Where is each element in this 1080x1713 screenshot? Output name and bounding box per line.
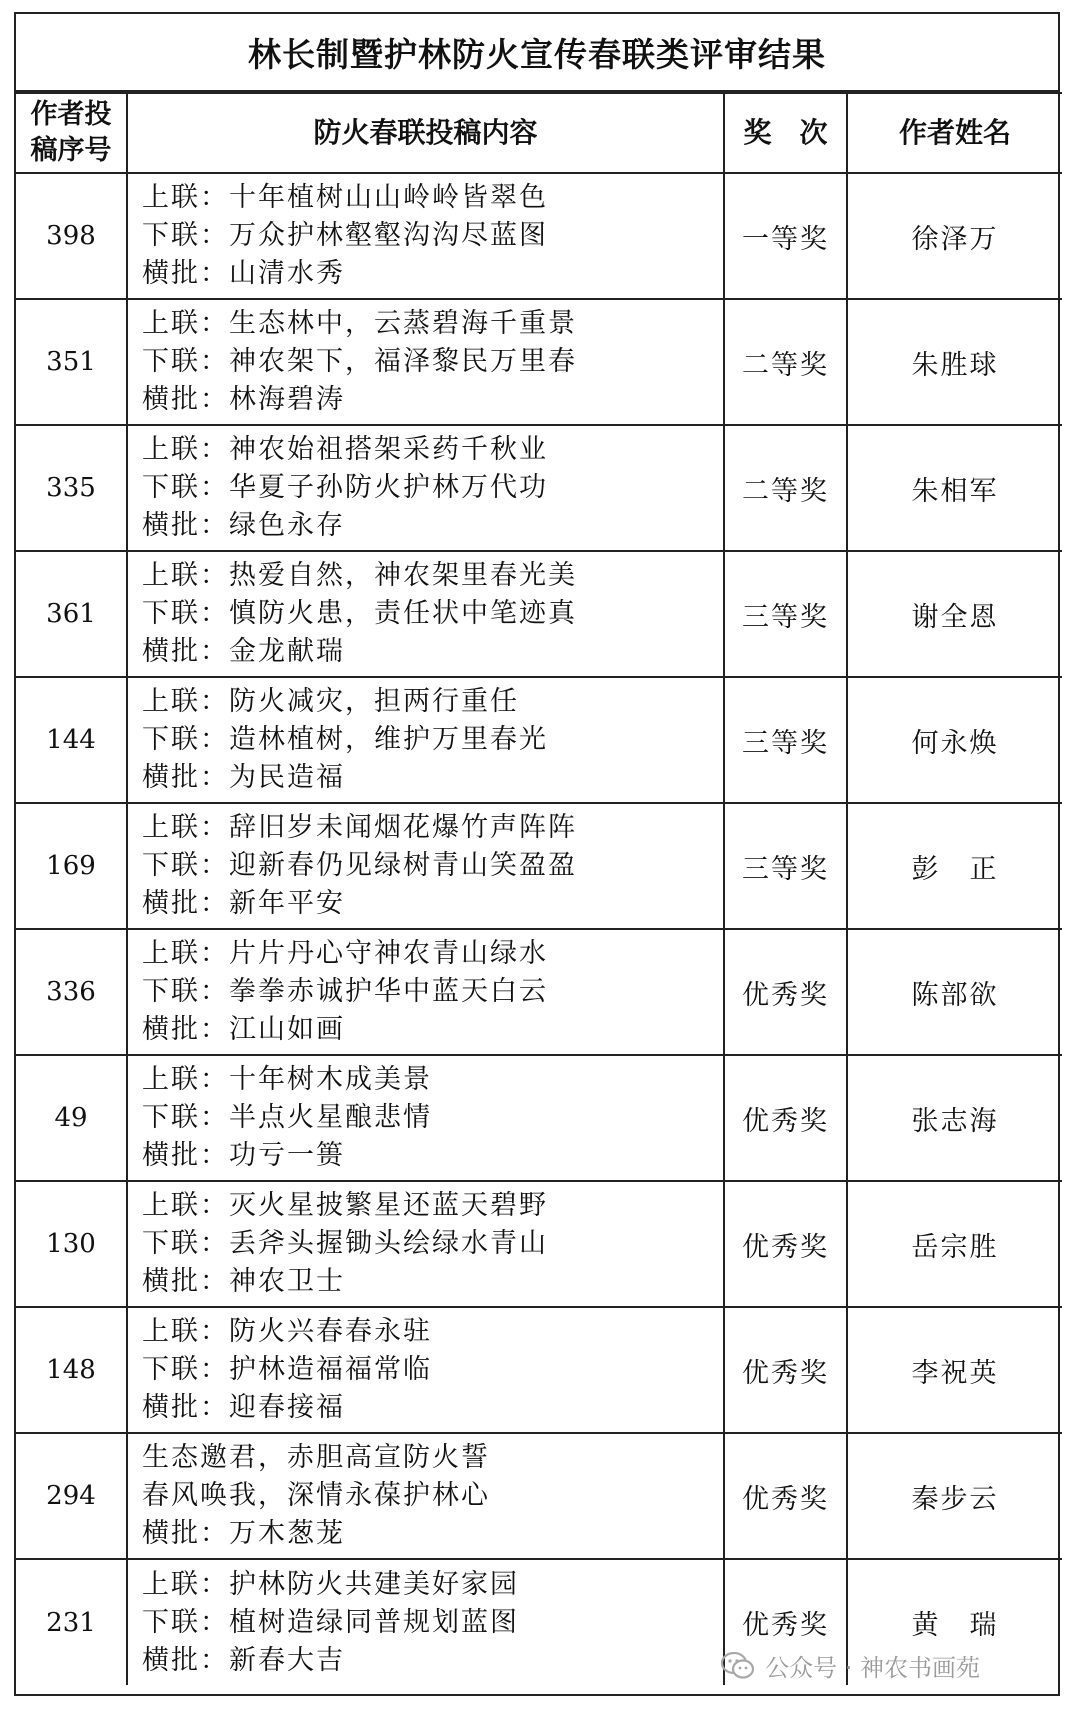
submission-id: 49 [16, 1055, 127, 1181]
couplet-line: 上联：热爱自然，神农架里春光美 [142, 560, 577, 591]
couplet-line: 下联：迎新春仍见绿树青山笑盈盈 [142, 850, 577, 881]
couplet-line: 横批：新春大吉 [142, 1644, 345, 1676]
couplet-line: 横批：新年平安 [142, 888, 345, 919]
submission-id: 294 [16, 1433, 127, 1559]
couplet-line: 上联：灭火星披繁星还蓝天碧野 [142, 1190, 548, 1221]
couplet-line: 下联：拳拳赤诚护华中蓝天白云 [142, 976, 548, 1007]
table-row [16, 425, 1062, 551]
submission-id: 398 [16, 173, 127, 299]
award-level: 三等奖 [724, 803, 847, 929]
table-row [16, 299, 1062, 425]
submission-id: 144 [16, 677, 127, 803]
submission-id: 169 [16, 803, 127, 929]
submission-id: 335 [16, 425, 127, 551]
award-level: 优秀奖 [724, 1433, 847, 1559]
watermark [721, 1648, 980, 1683]
author-name: 张志海 [847, 1055, 1062, 1181]
couplet-line: 上联：十年植树山山岭岭皆翠色 [142, 182, 548, 213]
author-name: 彭 正 [847, 803, 1062, 929]
author-name: 朱胜球 [847, 299, 1062, 425]
couplet-line: 下联：护林造福福常临 [142, 1354, 432, 1385]
couplet-content [127, 1559, 724, 1685]
author-name: 陈部欲 [847, 929, 1062, 1055]
award-level: 优秀奖 [724, 1559, 847, 1685]
couplet-line: 上联：片片丹心守神农青山绿水 [142, 938, 548, 969]
couplet-line: 下联：半点火星酿悲情 [142, 1102, 432, 1133]
couplet-line: 上联：辞旧岁未闻烟花爆竹声阵阵 [142, 812, 577, 843]
couplet-content [127, 1433, 724, 1559]
table-row [16, 929, 1062, 1055]
header-submission-id [16, 93, 127, 173]
award-level: 三等奖 [724, 551, 847, 677]
header-submission-id-text: 作者投 稿序号 [30, 99, 112, 166]
award-level: 优秀奖 [724, 929, 847, 1055]
couplet-line: 横批：迎春接福 [142, 1392, 345, 1423]
author-name: 秦步云 [847, 1433, 1062, 1559]
couplet-line: 上联：防火减灾，担两行重任 [142, 686, 519, 717]
couplet-line: 横批：绿色永存 [142, 510, 345, 541]
author-name: 徐泽万 [847, 173, 1062, 299]
award-level: 优秀奖 [724, 1055, 847, 1181]
award-level: 优秀奖 [724, 1181, 847, 1307]
document-title: 林长制暨护林防火宣传春联类评审结果 [16, 14, 1058, 92]
author-name: 何永焕 [847, 677, 1062, 803]
couplet-line: 横批：功亏一篑 [142, 1140, 345, 1171]
author-name: 朱相军 [847, 425, 1062, 551]
table-row [16, 1307, 1062, 1433]
couplet-content [127, 299, 724, 425]
submission-id: 231 [16, 1559, 127, 1685]
watermark-text: 公众号 · 神农书画苑 [765, 1654, 980, 1682]
table-row [16, 173, 1062, 299]
header-row [16, 93, 1062, 173]
couplet-line: 上联：神农始祖搭架采药千秋业 [142, 434, 548, 465]
award-level: 一等奖 [724, 173, 847, 299]
wechat-icon [721, 1652, 755, 1680]
header-award: 奖 次 [724, 93, 847, 173]
couplet-line: 横批：为民造福 [142, 762, 345, 793]
couplet-line: 横批：山清水秀 [142, 258, 345, 289]
submission-id: 336 [16, 929, 127, 1055]
couplet-line: 横批：金龙献瑞 [142, 636, 345, 667]
couplet-content [127, 425, 724, 551]
couplet-line: 横批：江山如画 [142, 1014, 345, 1045]
couplet-line: 下联：神农架下，福泽黎民万里春 [142, 346, 577, 377]
submission-id: 351 [16, 299, 127, 425]
header-content: 防火春联投稿内容 [127, 93, 724, 173]
author-name: 岳宗胜 [847, 1181, 1062, 1307]
award-level: 二等奖 [724, 425, 847, 551]
couplet-line: 上联：护林防火共建美好家园 [142, 1568, 519, 1600]
table-row [16, 677, 1062, 803]
couplet-line: 上联：生态林中，云蒸碧海千重景 [142, 308, 577, 339]
submission-id: 130 [16, 1181, 127, 1307]
header-author: 作者姓名 [847, 93, 1062, 173]
couplet-line: 横批：林海碧涛 [142, 384, 345, 415]
couplet-content [127, 551, 724, 677]
award-level: 优秀奖 [724, 1307, 847, 1433]
couplet-content [127, 803, 724, 929]
table-row [16, 1433, 1062, 1559]
award-level: 三等奖 [724, 677, 847, 803]
couplet-line: 下联：万众护林壑壑沟沟尽蓝图 [142, 220, 548, 251]
award-level: 二等奖 [724, 299, 847, 425]
couplet-content [127, 1181, 724, 1307]
couplet-line: 下联：丢斧头握锄头绘绿水青山 [142, 1228, 548, 1259]
results-sheet [14, 12, 1060, 1696]
couplet-line: 上联：防火兴春春永驻 [142, 1316, 432, 1347]
couplet-line: 春风唤我，深情永葆护林心 [142, 1480, 490, 1511]
couplet-line: 下联：造林植树，维护万里春光 [142, 724, 548, 755]
author-name: 黄 瑞 [847, 1559, 1062, 1685]
couplet-line: 下联：植树造绿同普规划蓝图 [142, 1606, 519, 1638]
table-row [16, 1181, 1062, 1307]
author-name: 李祝英 [847, 1307, 1062, 1433]
couplet-content [127, 1055, 724, 1181]
couplet-content [127, 929, 724, 1055]
couplet-line: 下联：慎防火患，责任状中笔迹真 [142, 598, 577, 629]
couplet-line: 上联：十年树木成美景 [142, 1064, 432, 1095]
couplet-line: 下联：华夏子孙防火护林万代功 [142, 472, 548, 503]
couplet-content [127, 677, 724, 803]
author-name: 谢全恩 [847, 551, 1062, 677]
submission-id: 148 [16, 1307, 127, 1433]
table-row [16, 551, 1062, 677]
couplet-content [127, 173, 724, 299]
results-table [16, 92, 1062, 1685]
table-row [16, 803, 1062, 929]
couplet-content [127, 1307, 724, 1433]
couplet-line: 生态邀君，赤胆高宣防火誓 [142, 1442, 490, 1473]
submission-id: 361 [16, 551, 127, 677]
table-row [16, 1055, 1062, 1181]
couplet-line: 横批：万木葱茏 [142, 1518, 345, 1549]
couplet-line: 横批：神农卫士 [142, 1266, 345, 1297]
